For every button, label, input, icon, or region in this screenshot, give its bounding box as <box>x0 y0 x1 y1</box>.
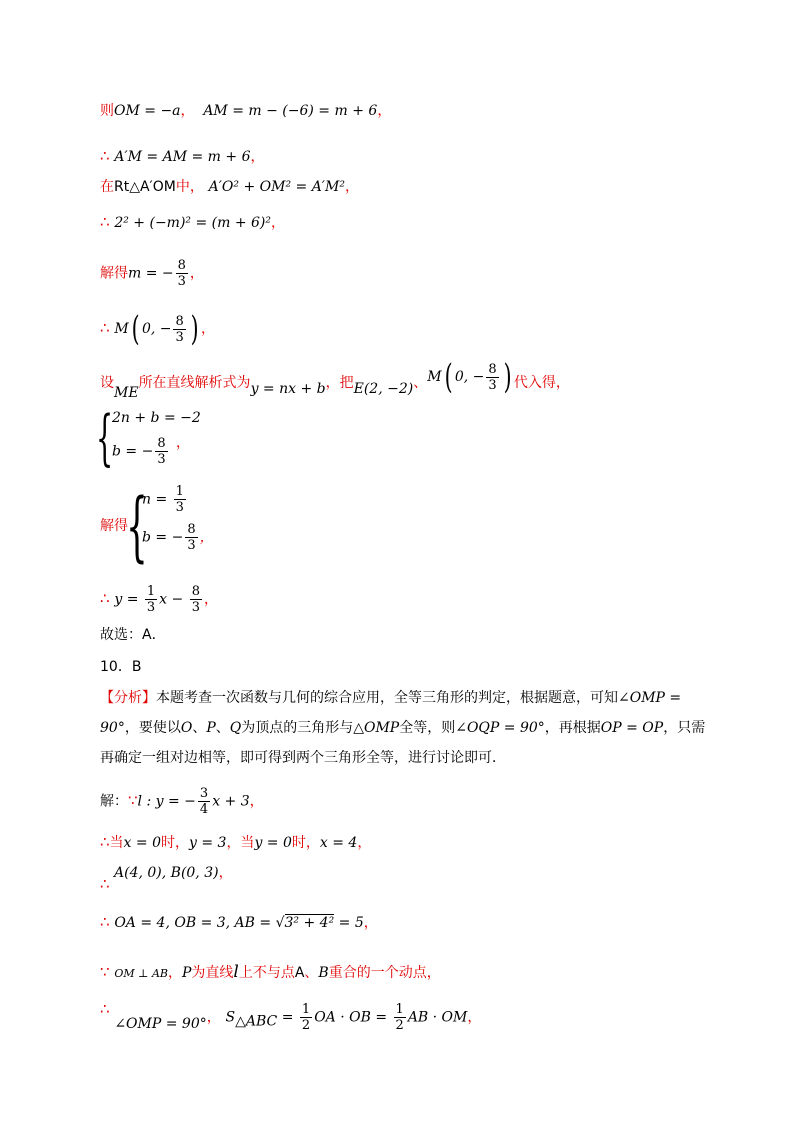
eq-m: m = − <box>128 265 174 282</box>
eq-om-perp-ab: OM ⊥ AB <box>114 967 168 980</box>
therefore-line-3 <box>100 874 110 894</box>
line-point-m <box>100 309 216 349</box>
denominator: 3 <box>146 600 156 615</box>
comma: ， <box>250 149 265 165</box>
left-paren: ( <box>131 309 140 349</box>
comma: ， <box>199 529 214 546</box>
eq-y3: y = 3 <box>188 835 227 851</box>
comma: ， <box>344 179 359 195</box>
text-not-coincide: 上不与点 <box>238 965 295 981</box>
left-paren: ( <box>444 357 453 397</box>
text-line: 为直线 <box>191 965 234 981</box>
line-pythagoras <box>100 176 359 197</box>
eq-pythagoras: A′O² + OM² = A′M² <box>208 179 345 195</box>
comma: ， <box>167 965 182 981</box>
eq-ab-om: AB · OM <box>407 1009 468 1026</box>
line-perpendicular <box>100 962 441 984</box>
therefore-symbol: ∴ <box>100 589 110 608</box>
eq-y: y = <box>114 591 143 608</box>
analysis-text-1: 本题考查一次函数与几何的综合应用，全等三角形的判定，根据题意，可知 <box>156 690 618 706</box>
left-brace: { <box>126 481 148 570</box>
line-equation <box>100 212 285 233</box>
analysis-text-6: ，只需再确定一组对边相等，即可得到两个三角形全等，进行讨论即可． <box>100 720 706 766</box>
fraction-8-3 <box>486 362 498 393</box>
numerator: 8 <box>157 436 166 451</box>
equals: = <box>277 1009 298 1026</box>
text-she: 设 <box>100 375 114 391</box>
numerator: 8 <box>187 522 196 537</box>
text-line-expr: 所在直线解析式为 <box>138 375 251 391</box>
eq-b: b = − <box>142 529 184 546</box>
left-brace: { <box>96 403 114 473</box>
line-final-eq <box>100 584 218 615</box>
question-10-answer: 10．B <box>100 659 142 675</box>
denominator: 4 <box>199 802 209 817</box>
fraction-8-3 <box>185 522 197 553</box>
text-dang: 当 <box>109 835 124 851</box>
text-ba: ，把 <box>325 375 354 391</box>
eq-x-minus: x − <box>159 591 188 608</box>
comma: ， <box>180 103 195 119</box>
line-lengths <box>100 912 378 933</box>
area-s: S <box>225 1009 236 1026</box>
fraction-1-3 <box>174 484 186 515</box>
therefore-symbol: ∴ <box>100 875 110 893</box>
text-jiede: 解得 <box>100 265 128 282</box>
therefore-symbol: ∴ <box>100 319 110 337</box>
therefore-symbol: ∴ <box>100 147 110 165</box>
comma: ， <box>363 915 378 931</box>
line-solve-m <box>100 258 204 289</box>
denominator: 3 <box>157 452 166 467</box>
sqrt-radicand: 3² + 4² <box>284 915 335 931</box>
line-am-prime <box>100 146 264 167</box>
comma: ， <box>218 865 233 881</box>
separator: 、 <box>304 965 319 981</box>
point-o: O <box>180 720 193 736</box>
point-m-coords: 0, − <box>454 369 485 385</box>
line-solution-start <box>100 786 264 817</box>
comma: ， <box>176 435 190 451</box>
comma: ， <box>377 103 392 119</box>
line-om-am <box>100 100 391 121</box>
comma: ， <box>467 1009 482 1026</box>
point-m-label: M <box>427 369 442 385</box>
eq-op: OP = OP <box>600 720 664 736</box>
fraction-3-4 <box>198 786 210 817</box>
therefore-symbol: ∴ <box>100 833 110 851</box>
angle-omp: ∠OMP = 90° <box>114 1015 207 1032</box>
denominator: 2 <box>301 1018 311 1033</box>
eq-ab-5: = 5 <box>334 915 364 931</box>
because-symbol: ∵ <box>100 963 110 981</box>
separator: 、 <box>413 375 428 391</box>
line-points-ab <box>100 862 233 883</box>
eq-n: n = <box>142 491 172 508</box>
text-substitute: 代入得， <box>513 375 570 391</box>
numerator: 8 <box>177 258 186 273</box>
angle-oqp: ∠OQP = 90° <box>455 720 545 736</box>
analysis-text-5: ，再根据 <box>544 720 601 736</box>
eq-line-l: l : y = − <box>137 793 196 810</box>
point-b: B <box>318 965 329 981</box>
numerator: 1 <box>395 1002 404 1017</box>
eq-am: AM = m − (−6) = m + 6 <box>203 103 378 119</box>
fraction-1-3 <box>145 584 157 615</box>
line-set-me <box>100 357 570 401</box>
comma: ， <box>189 265 204 282</box>
point-p: P <box>206 720 216 736</box>
point-q: Q <box>229 720 242 736</box>
text-jiede: 解得 <box>100 518 128 534</box>
answer-text: 故选：A． <box>100 627 166 643</box>
denominator: 3 <box>175 329 184 345</box>
comma: ， <box>271 215 286 231</box>
numerator: 1 <box>175 484 184 499</box>
text-moving-point: 重合的一个动点， <box>328 965 441 981</box>
point-p: P <box>181 965 192 981</box>
therefore-symbol: ∴ <box>100 999 110 1018</box>
separator: 、 <box>192 720 207 736</box>
eq-lengths: OA = 4, OB = 3, AB = <box>114 915 276 931</box>
eq-line: y = nx + b <box>250 381 326 397</box>
numerator: 8 <box>175 313 184 329</box>
area-subscript: △ABC <box>235 1013 278 1030</box>
numerator: 1 <box>146 584 156 599</box>
numerator: 3 <box>199 786 209 801</box>
text-shi: 时， <box>160 835 189 851</box>
denominator: 3 <box>175 500 184 515</box>
triangle-name: Rt△A′OM <box>114 179 176 195</box>
text-zhong: 中， <box>175 179 204 195</box>
denominator: 3 <box>488 377 497 393</box>
sqrt-sign: √ <box>275 915 285 931</box>
therefore-symbol: ∴ <box>100 213 110 231</box>
eq-b: b = − <box>112 443 154 460</box>
comma: ， <box>249 793 264 810</box>
comma: ， <box>203 591 218 608</box>
text-dang: ，当 <box>226 835 255 851</box>
text-zai: 在 <box>100 179 114 195</box>
denominator: 3 <box>177 274 186 289</box>
points-a-b: A(4, 0), B(0, 3) <box>114 865 219 881</box>
segment-me: ME <box>114 385 139 401</box>
angle-omp: ∠OMP = 90° <box>100 690 682 736</box>
fraction-1-2 <box>394 1002 406 1033</box>
eq-y0: y = 0 <box>254 835 292 851</box>
system-1-row-2 <box>112 436 170 467</box>
system-2-row-1 <box>142 484 188 515</box>
numerator: 8 <box>488 361 497 377</box>
line-area <box>100 999 482 1033</box>
denominator: 3 <box>191 600 200 615</box>
eq-squares: 2² + (−m)² = (m + 6)² <box>114 215 272 231</box>
text-shi: 时， <box>291 835 320 851</box>
analysis-tag: 【分析】 <box>100 690 156 706</box>
point-a: A <box>294 965 305 981</box>
system-2-row-2 <box>142 522 214 553</box>
fraction-8-3 <box>155 436 167 467</box>
text-jie: 解： <box>100 793 128 810</box>
denominator: 3 <box>187 538 196 553</box>
therefore-symbol: ∴ <box>100 913 110 931</box>
analysis-text-3: 为顶点的三角形与 <box>241 720 354 736</box>
point-m-coords: 0, − <box>141 321 172 337</box>
numerator: 1 <box>301 1002 311 1017</box>
eq-a-prime-m: A′M = AM = m + 6 <box>114 149 251 165</box>
numerator: 8 <box>191 584 200 599</box>
analysis-paragraph <box>100 683 710 773</box>
text-ze: 则 <box>100 103 114 119</box>
system-1-row-1: 2n + b = −2 <box>112 410 201 426</box>
line-answer <box>100 624 166 645</box>
eq-x0: x = 0 <box>123 835 161 851</box>
right-paren: ) <box>190 309 199 349</box>
point-m-label: M <box>114 321 129 337</box>
comma: ， <box>201 321 216 337</box>
comma: ， <box>357 835 372 851</box>
point-e: E(2, −2) <box>353 381 414 397</box>
analysis-text-2: ，要使以 <box>124 720 181 736</box>
fraction-1-2 <box>300 1002 312 1033</box>
line-l: l <box>233 962 239 982</box>
fraction-8-3 <box>190 584 202 615</box>
fraction-8-3 <box>176 258 188 289</box>
because-symbol: ∵ <box>128 791 138 810</box>
line-intercepts <box>100 832 371 853</box>
separator: 、 <box>215 720 230 736</box>
eq-oa-ob: OA · OB = <box>314 1009 392 1026</box>
eq-x4: x = 4 <box>319 835 358 851</box>
question-number <box>100 656 141 677</box>
eq-line-l-rest: x + 3 <box>212 793 250 810</box>
denominator: 2 <box>395 1018 404 1033</box>
analysis-text-4: 全等，则 <box>399 720 456 736</box>
fraction-8-3 <box>173 314 185 345</box>
eq-om: OM = −a <box>114 103 181 119</box>
triangle-omp: △OMP <box>353 720 400 736</box>
right-paren: ) <box>503 357 512 397</box>
comma: ， <box>206 1009 221 1026</box>
